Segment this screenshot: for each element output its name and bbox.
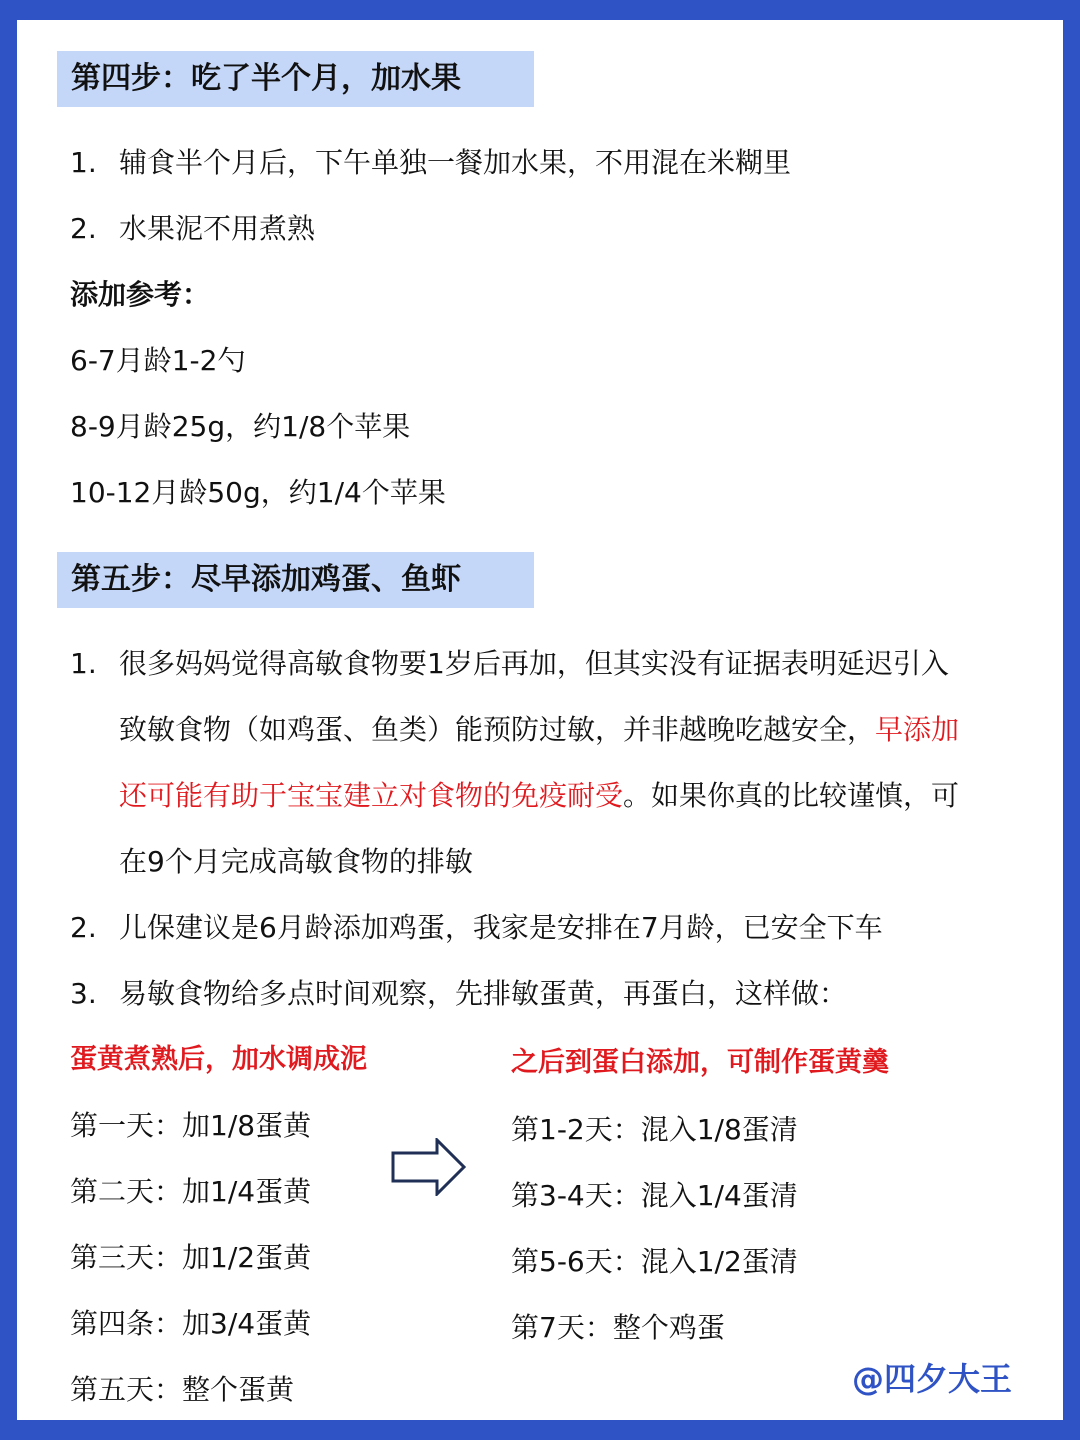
line2-normal-text: 致敏食物（如鸡蛋、鱼类）能预防过敏，并非越晚吃越安全， xyxy=(119,713,876,746)
step5-item1-line2 xyxy=(119,712,999,748)
step4-item2-text: 水果泥不用煮熟 xyxy=(119,212,316,245)
yolk-day-5: 第五天：整个蛋黄 xyxy=(70,1373,295,1406)
step5-item1-line3 xyxy=(119,778,999,814)
yolk-column-title: 蛋黄煮熟后，加水调成泥 xyxy=(70,1044,367,1075)
reference-label: 添加参考： xyxy=(70,278,211,311)
step5-item2-text: 儿保建议是6月龄添加鸡蛋，我家是安排在7月龄，已安全下车 xyxy=(119,911,883,944)
right-arrow-icon xyxy=(391,1138,467,1196)
step5-item3-text: 易敏食物给多点时间观察，先排敏蛋黄，再蛋白，这样做： xyxy=(119,977,848,1010)
line3-highlight-text: 还可能有助于宝宝建立对食物的免疫耐受 xyxy=(119,779,624,812)
white-day-2: 第3-4天：混入1/4蛋清 xyxy=(511,1179,798,1212)
white-day-4: 第7天：整个鸡蛋 xyxy=(511,1311,725,1344)
white-day-1: 第1-2天：混入1/8蛋清 xyxy=(511,1113,798,1146)
reference-line-1: 6-7月龄1-2勺 xyxy=(70,344,246,377)
step5-item1-line4: 在9个月完成高敏食物的排敏 xyxy=(119,845,473,878)
white-column-title: 之后到蛋白添加，可制作蛋黄羹 xyxy=(511,1047,889,1078)
document-page xyxy=(17,20,1063,1420)
step5-item1-line1: 很多妈妈觉得高敏食物要1岁后再加，但其实没有证据表明延迟引入 xyxy=(119,647,949,680)
author-signature: @四夕大王 xyxy=(852,1360,1013,1398)
reference-line-2: 8-9月龄25g，约1/8个苹果 xyxy=(70,410,411,443)
line3-normal-text: 。如果你真的比较谨慎，可 xyxy=(623,779,960,812)
line2-highlight-text: 早添加 xyxy=(875,713,960,746)
step4-item1-text: 辅食半个月后，下午单独一餐加水果，不用混在米糊里 xyxy=(119,146,792,179)
yolk-day-4: 第四条：加3/4蛋黄 xyxy=(70,1307,312,1340)
step5-heading xyxy=(57,552,534,608)
step4-heading xyxy=(57,51,534,107)
white-day-3: 第5-6天：混入1/2蛋清 xyxy=(511,1245,798,1278)
yolk-day-3: 第三天：加1/2蛋黄 xyxy=(70,1241,312,1274)
step5-item2-number: 2. xyxy=(70,911,97,944)
step5-item3-number: 3. xyxy=(70,977,97,1010)
step4-item1-number: 1. xyxy=(70,146,97,179)
step4-title: 第四步：吃了半个月，加水果 xyxy=(71,61,461,96)
yolk-day-1: 第一天：加1/8蛋黄 xyxy=(70,1109,312,1142)
step4-item2-number: 2. xyxy=(70,212,97,245)
step5-item1-number: 1. xyxy=(70,647,97,680)
step5-title: 第五步：尽早添加鸡蛋、鱼虾 xyxy=(71,562,461,597)
reference-line-3: 10-12月龄50g，约1/4个苹果 xyxy=(70,476,446,509)
yolk-day-2: 第二天：加1/4蛋黄 xyxy=(70,1175,312,1208)
